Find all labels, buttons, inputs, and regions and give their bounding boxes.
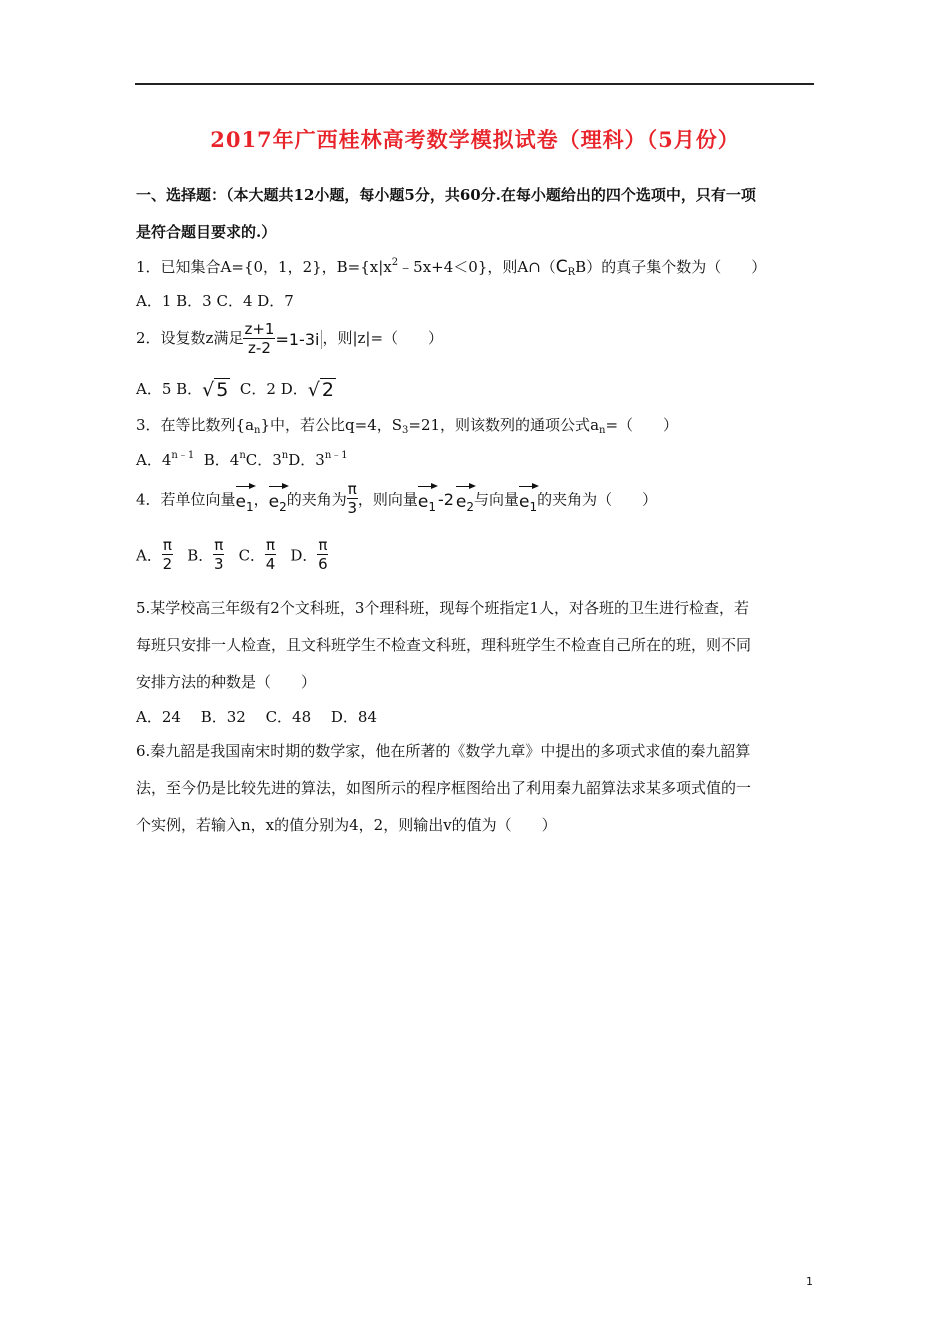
- vector-e1: [418, 486, 436, 512]
- q4-text-mid2: ，则向量: [357, 490, 418, 509]
- q3-answer-b-exp: n: [239, 450, 246, 461]
- question-4-answers: [136, 538, 328, 572]
- pi-over-4-fraction: [265, 538, 276, 572]
- q4-option-c-label: C．: [238, 546, 266, 565]
- q2-text-post: ，则|z|=（ ）: [322, 329, 444, 347]
- pi-symbol: π: [162, 536, 172, 554]
- fraction-denominator: 2: [162, 555, 173, 573]
- pi-symbol: π: [266, 536, 276, 554]
- q2-text-pre: 2．设复数z满足: [136, 329, 244, 347]
- q3-answer-a-exp: n﹣1: [171, 450, 195, 461]
- q3-answer-d: D．3: [288, 451, 325, 469]
- pi-symbol: π: [318, 536, 328, 554]
- q4-text-post: 的夹角为（ ）: [537, 490, 658, 509]
- vector-index: 1: [246, 500, 254, 514]
- vector-arrow-icon: [269, 486, 287, 487]
- question-5-answers: A．24 B．32 C．48 D．84: [136, 708, 378, 726]
- q4-option-d-label: D．: [290, 546, 318, 565]
- q4-text-mid3: 与向量: [474, 490, 520, 509]
- vector-arrow-icon: [236, 486, 254, 487]
- q4-text-mid1: 的夹角为: [286, 490, 347, 509]
- sqrt-5-radicand: 5: [216, 379, 229, 401]
- q2-numerator: z+1: [244, 320, 275, 338]
- top-rule: [135, 83, 814, 85]
- vector-index: 1: [428, 500, 436, 514]
- vector-letter: e: [519, 492, 530, 512]
- fraction-denominator: 4: [265, 555, 276, 573]
- q1-text-pre: 1．已知集合A={0，1，2}，B={x|x: [136, 258, 392, 276]
- vector-letter: e: [235, 492, 247, 512]
- q4-text-pre: 4．若单位向量: [136, 490, 236, 509]
- minus-two: -2: [437, 489, 454, 509]
- q2-denominator: z-2: [248, 339, 271, 357]
- q3-text-mid2: =21，则该数列的通项公式a: [408, 416, 600, 434]
- complement-symbol: C: [555, 257, 568, 277]
- vector-e1: [236, 486, 254, 512]
- q3-subscript-n: n: [254, 425, 261, 436]
- vector-index: 2: [279, 500, 287, 514]
- vector-index: 2: [466, 500, 475, 514]
- question-6-line2: 法，至今仍是比较先进的算法，如图所示的程序框图给出了利用秦九韶算法求某多项式值的一: [136, 779, 752, 797]
- q2-answer-cd: C．2 D．: [239, 380, 308, 398]
- q3-text-post: =（ ）: [605, 416, 679, 434]
- question-6-line3: 个实例，若输入n，x的值分别为4，2，则输出v的值为（ ）: [136, 816, 557, 834]
- pi-over-3-fraction: [213, 538, 224, 572]
- section-heading-line1: 一、选择题：（本大题共12小题，每小题5分，共60分.在每小题给出的四个选项中，只有一项: [136, 186, 756, 204]
- question-6-line1: 6.秦九韶是我国南宋时期的数学家，他在所著的《数学九章》中提出的多项式求值的秦九韶算: [136, 742, 751, 760]
- fraction-denominator: 3: [213, 555, 224, 573]
- question-5-line3: 安排方法的种数是（ ）: [136, 673, 317, 691]
- q3-subscript-3: 3: [402, 425, 409, 436]
- pi-symbol: π: [214, 536, 224, 554]
- q1-text-mid: ﹣5x+4＜0}，则A∩（: [398, 258, 556, 276]
- vector-arrow-icon: [418, 486, 436, 487]
- question-2: [136, 322, 443, 356]
- sqrt-2: √ 2: [307, 379, 334, 401]
- q1-text-post: B）的真子集个数为（ ）: [575, 258, 767, 276]
- q1-superscript: 2: [391, 257, 399, 268]
- vector-letter: e: [268, 492, 280, 512]
- q4-option-b-label: B．: [187, 546, 214, 565]
- question-5-line1: 5.某学校高三年级有2个文科班，3个理科班，现每个班指定1人，对各班的卫生进行检查，若: [136, 599, 749, 617]
- page-title: 2017年广西桂林高考数学模拟试卷（理科）（5月份）: [210, 127, 740, 152]
- q2-equation: =1-3i: [275, 330, 322, 349]
- pi-over-2-fraction: [162, 538, 173, 572]
- question-2-answers: [136, 378, 336, 401]
- q3-answer-c-exp: n: [281, 450, 289, 461]
- sqrt-2-radicand: 2: [321, 379, 334, 401]
- question-5-line2: 每班只安排一人检查，且文科班学生不检查文科班，理科班学生不检查自己所在的班，则不同: [136, 636, 752, 654]
- vector-arrow-icon: [456, 486, 474, 487]
- vector-e2: [269, 486, 287, 512]
- pi-over-3-fraction: [347, 482, 358, 516]
- vector-e1: [519, 486, 537, 512]
- q3-answer-b: B．4: [194, 451, 240, 469]
- question-1: [136, 256, 766, 277]
- section-heading-line2: 是符合题目要求的.）: [136, 223, 277, 241]
- q2-fraction: [243, 322, 275, 356]
- question-3: [136, 414, 678, 435]
- vector-arrow-icon: [519, 486, 537, 487]
- q4-option-a-label: A．: [136, 546, 162, 565]
- q2-answer-ab: A．5 B．: [136, 380, 203, 398]
- page-number: 1: [806, 1275, 813, 1288]
- q3-subscript-n2: n: [599, 425, 606, 436]
- q3-answer-c: C．3: [245, 451, 282, 469]
- vector-index: 1: [529, 500, 538, 514]
- sqrt-5: √ 5: [202, 379, 229, 401]
- fraction-denominator: 3: [347, 499, 358, 517]
- question-3-answers: [136, 449, 348, 470]
- vector-letter: e: [417, 492, 429, 512]
- q3-text-pre: 3．在等比数列{a: [136, 416, 255, 434]
- q3-answer-a: A．4: [136, 451, 172, 469]
- q1-subscript: R: [567, 267, 576, 278]
- fraction-denominator: 6: [318, 555, 328, 573]
- pi-symbol: π: [347, 480, 357, 498]
- question-4: [136, 482, 657, 516]
- q3-text-mid1: }中，若公比q=4，S: [260, 416, 403, 434]
- q3-answer-d-exp: n﹣1: [324, 450, 348, 461]
- pi-over-6-fraction: [317, 538, 328, 572]
- vector-e2: [456, 486, 474, 512]
- vector-letter: e: [455, 492, 467, 512]
- question-1-answers: A．1 B．3 C．4 D．7: [136, 292, 294, 310]
- q4-comma: ，: [253, 490, 269, 509]
